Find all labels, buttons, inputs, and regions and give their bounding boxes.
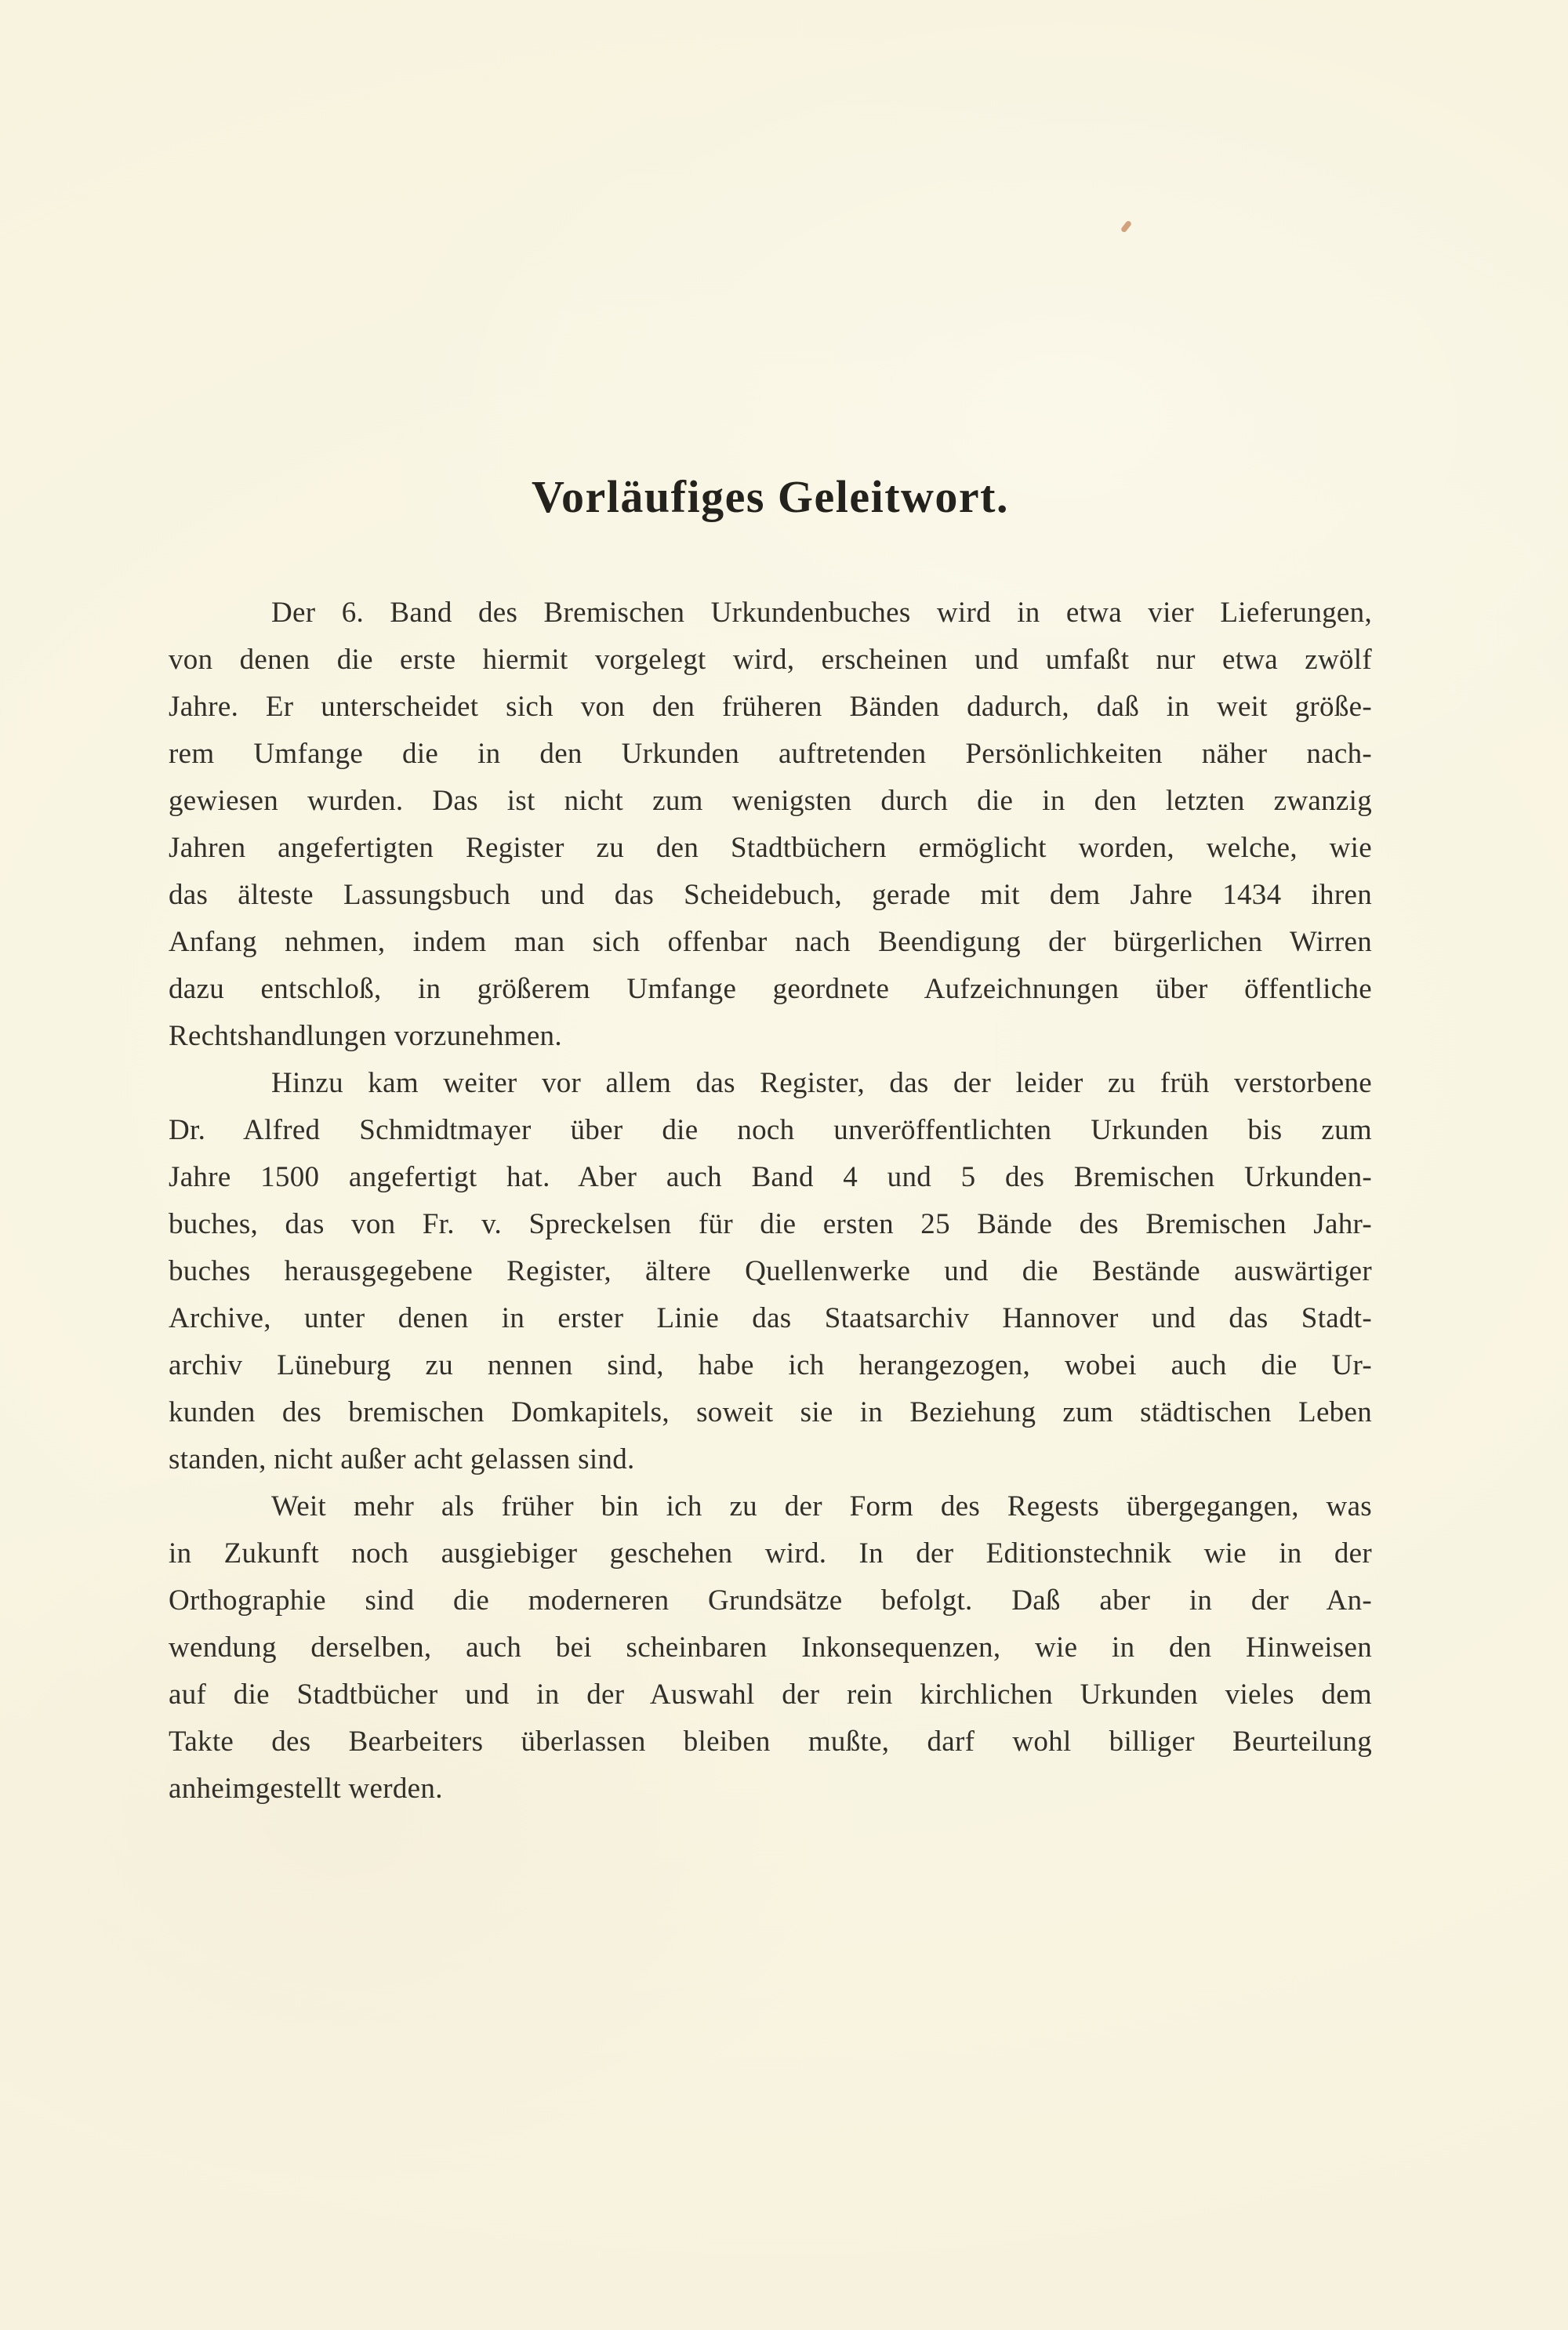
text-line: rem Umfange die in den Urkunden auftretenden Persönlichkeiten näher nach-: [169, 738, 1372, 770]
page-title: Vorläufiges Geleitwort.: [531, 471, 1009, 522]
text-line: das älteste Lassungsbuch und das Scheidebuch, gerade mit dem Jahre 1434 ihren: [169, 879, 1372, 911]
text-line: Jahre 1500 angefertigt hat. Aber auch Band 4 und 5 des Bremischen Urkunden-: [169, 1161, 1372, 1193]
text-line: von denen die erste hiermit vorgelegt wird, erscheinen und umfaßt nur etwa zwölf: [169, 644, 1372, 676]
text-line: gewiesen wurden. Das ist nicht zum wenigsten durch die in den letzten zwanzig: [169, 785, 1372, 817]
text-line: dazu entschloß, in größerem Umfange geordnete Aufzeichnungen über öffentliche: [169, 973, 1372, 1005]
text-line: Der 6. Band des Bremischen Urkundenbuches wird in etwa vier Lieferungen,: [271, 597, 1372, 629]
text-line: Orthographie sind die moderneren Grundsätze befolgt. Daß aber in der An-: [169, 1584, 1372, 1617]
paragraph-1: [169, 590, 1372, 1060]
text-line: auf die Stadtbücher und in der Auswahl der rein kirchlichen Urkunden vieles dem: [169, 1679, 1372, 1711]
paper-speck: [1120, 220, 1132, 234]
text-line: anheimgestellt werden.: [169, 1773, 443, 1805]
text-line: kunden des bremischen Domkapitels, soweit sie in Beziehung zum städtischen Leben: [169, 1396, 1372, 1428]
paragraph-2: [169, 1060, 1372, 1483]
text-line: archiv Lüneburg zu nennen sind, habe ich herangezogen, wobei auch die Ur-: [169, 1349, 1372, 1381]
text-line: wendung derselben, auch bei scheinbaren Inkonsequenzen, wie in den Hinweisen: [169, 1631, 1372, 1664]
text-line: Rechtshandlungen vorzunehmen.: [169, 1020, 562, 1052]
text-block: [169, 590, 1372, 1813]
text-line: Takte des Bearbeiters überlassen bleiben mußte, darf wohl billiger Beurteilung: [169, 1726, 1372, 1758]
text-line: Archive, unter denen in erster Linie das Staatsarchiv Hannover und das Stadt-: [169, 1302, 1372, 1334]
text-line: Jahren angefertigten Register zu den Stadtbüchern ermöglicht worden, welche, wie: [169, 832, 1372, 864]
text-line: Anfang nehmen, indem man sich offenbar nach Beendigung der bürgerlichen Wirren: [169, 926, 1372, 958]
text-line: buches, das von Fr. v. Spreckelsen für die ersten 25 Bände des Bremischen Jahr-: [169, 1208, 1372, 1240]
text-line: Weit mehr als früher bin ich zu der Form des Regests übergegangen, was: [271, 1490, 1372, 1522]
text-line: Jahre. Er unterscheidet sich von den früheren Bänden dadurch, daß in weit größe-: [169, 691, 1372, 723]
paragraph-3: [169, 1483, 1372, 1813]
text-line: standen, nicht außer acht gelassen sind.: [169, 1443, 635, 1475]
text-line: Dr. Alfred Schmidtmayer über die noch unveröffentlichten Urkunden bis zum: [169, 1114, 1372, 1146]
text-line: Hinzu kam weiter vor allem das Register, das der leider zu früh verstorbene: [271, 1067, 1372, 1099]
text-line: buches herausgegebene Register, ältere Quellenwerke und die Bestände auswärtiger: [169, 1255, 1372, 1287]
text-line: in Zukunft noch ausgiebiger geschehen wird. In der Editionstechnik wie in der: [169, 1537, 1372, 1570]
